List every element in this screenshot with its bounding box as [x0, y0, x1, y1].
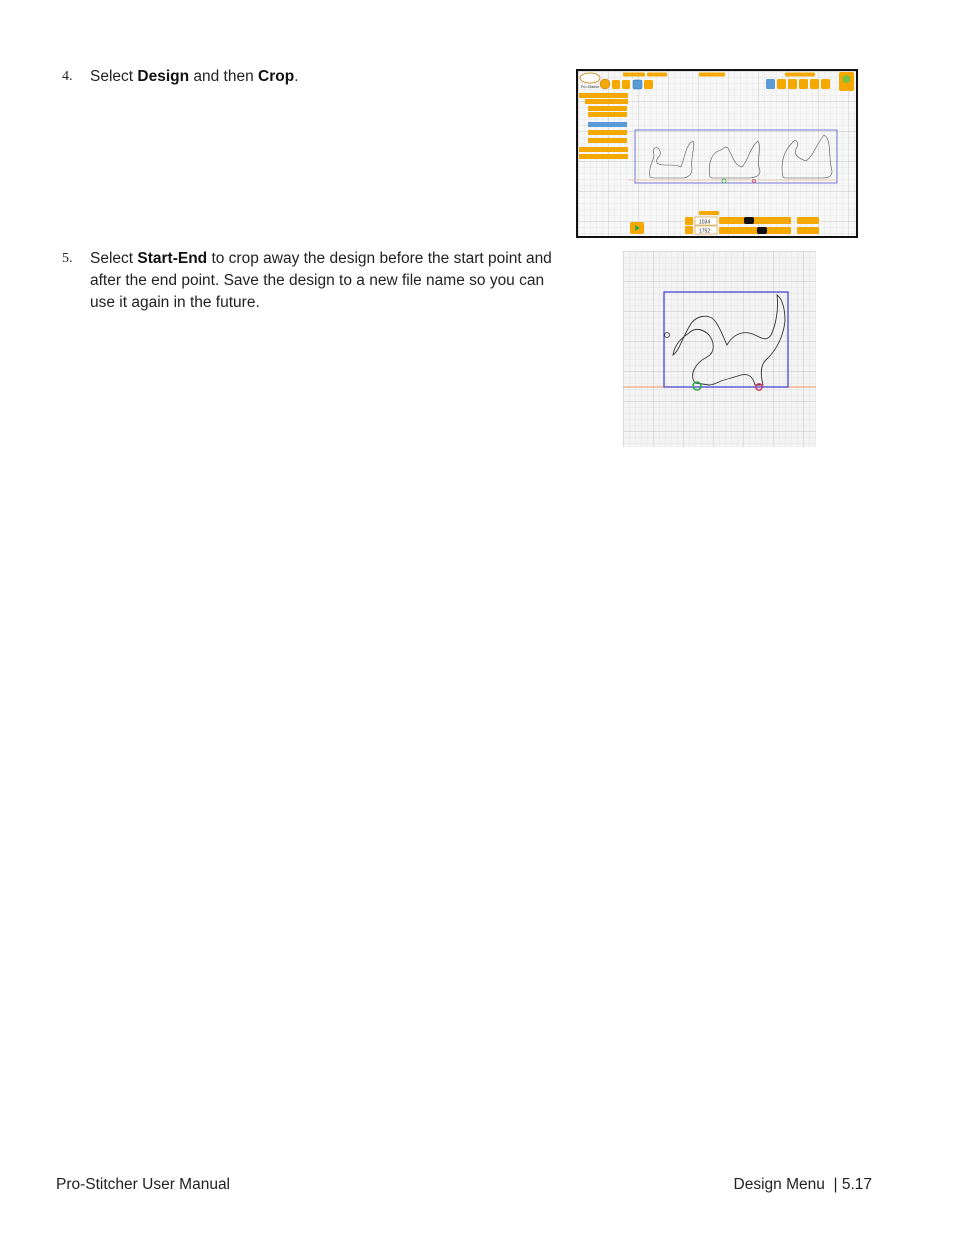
stepper[interactable]: [797, 217, 819, 224]
cropped-design-image: [623, 251, 816, 447]
step-number: 4.: [62, 69, 73, 84]
value-field-text: 1752: [699, 228, 711, 235]
menu-item[interactable]: [588, 106, 627, 111]
menu-item[interactable]: [579, 147, 628, 152]
toolbar-button[interactable]: [644, 80, 653, 89]
status-field: [623, 73, 645, 77]
slider-track[interactable]: [719, 217, 791, 224]
status-field: [647, 73, 667, 77]
slider-track[interactable]: [719, 227, 791, 234]
step-number: 5.: [62, 251, 73, 266]
logo-text: Pro-Stitcher: [581, 85, 600, 89]
value-field-text: 1034: [699, 219, 711, 226]
toolbar-button[interactable]: [622, 80, 630, 89]
go-icon: [843, 75, 851, 83]
menu-item[interactable]: [588, 112, 627, 117]
toolbar-button[interactable]: [810, 79, 819, 89]
status-field: [785, 73, 815, 77]
footer-manual-title: Pro-Stitcher User Manual: [56, 1176, 231, 1193]
slider-handle[interactable]: [757, 227, 767, 234]
menu-item-start-end[interactable]: [588, 122, 627, 127]
toolbar-button[interactable]: [612, 80, 620, 89]
design-button-selected[interactable]: [633, 80, 642, 89]
panel-label: [699, 211, 719, 215]
panel-icon: [685, 226, 693, 234]
menu-item[interactable]: [579, 154, 628, 159]
logo-badge: [580, 73, 600, 83]
footer-page-number: Design Menu | 5.17: [733, 1176, 872, 1193]
bold-term-start-end: Start-End: [137, 250, 208, 267]
toolbar-button-selected[interactable]: [766, 79, 775, 89]
toolbar-button[interactable]: [777, 79, 786, 89]
status-field: [699, 73, 725, 77]
step-text: [90, 248, 572, 314]
toolbar-button[interactable]: [799, 79, 808, 89]
menu-item[interactable]: [579, 93, 628, 98]
menu-item[interactable]: [588, 138, 627, 143]
text: Select: [90, 68, 138, 85]
toolbar-button[interactable]: [821, 79, 830, 89]
text: .: [294, 68, 299, 85]
screenshot-cropped-design: [623, 251, 816, 447]
step-4: [62, 66, 572, 88]
menu-item[interactable]: [585, 99, 628, 104]
step-5: [62, 248, 572, 314]
bold-term-crop: Crop: [258, 68, 295, 85]
text: Select: [90, 250, 138, 267]
pro-stitcher-ui-image: [578, 71, 856, 236]
menu-item[interactable]: [588, 130, 627, 135]
slider-handle[interactable]: [744, 217, 754, 224]
home-icon[interactable]: [600, 79, 610, 89]
panel-icon: [685, 217, 693, 225]
step-text: [90, 66, 572, 88]
text: and then: [189, 68, 259, 85]
bold-term-design: Design: [137, 68, 190, 85]
stepper[interactable]: [797, 227, 819, 234]
toolbar-button[interactable]: [788, 79, 797, 89]
screenshot-design-crop-menu: [576, 69, 858, 238]
text: to crop away the design before the start point and after the end point. Save the design to a new file name so you can use it again in the future.: [90, 250, 552, 311]
